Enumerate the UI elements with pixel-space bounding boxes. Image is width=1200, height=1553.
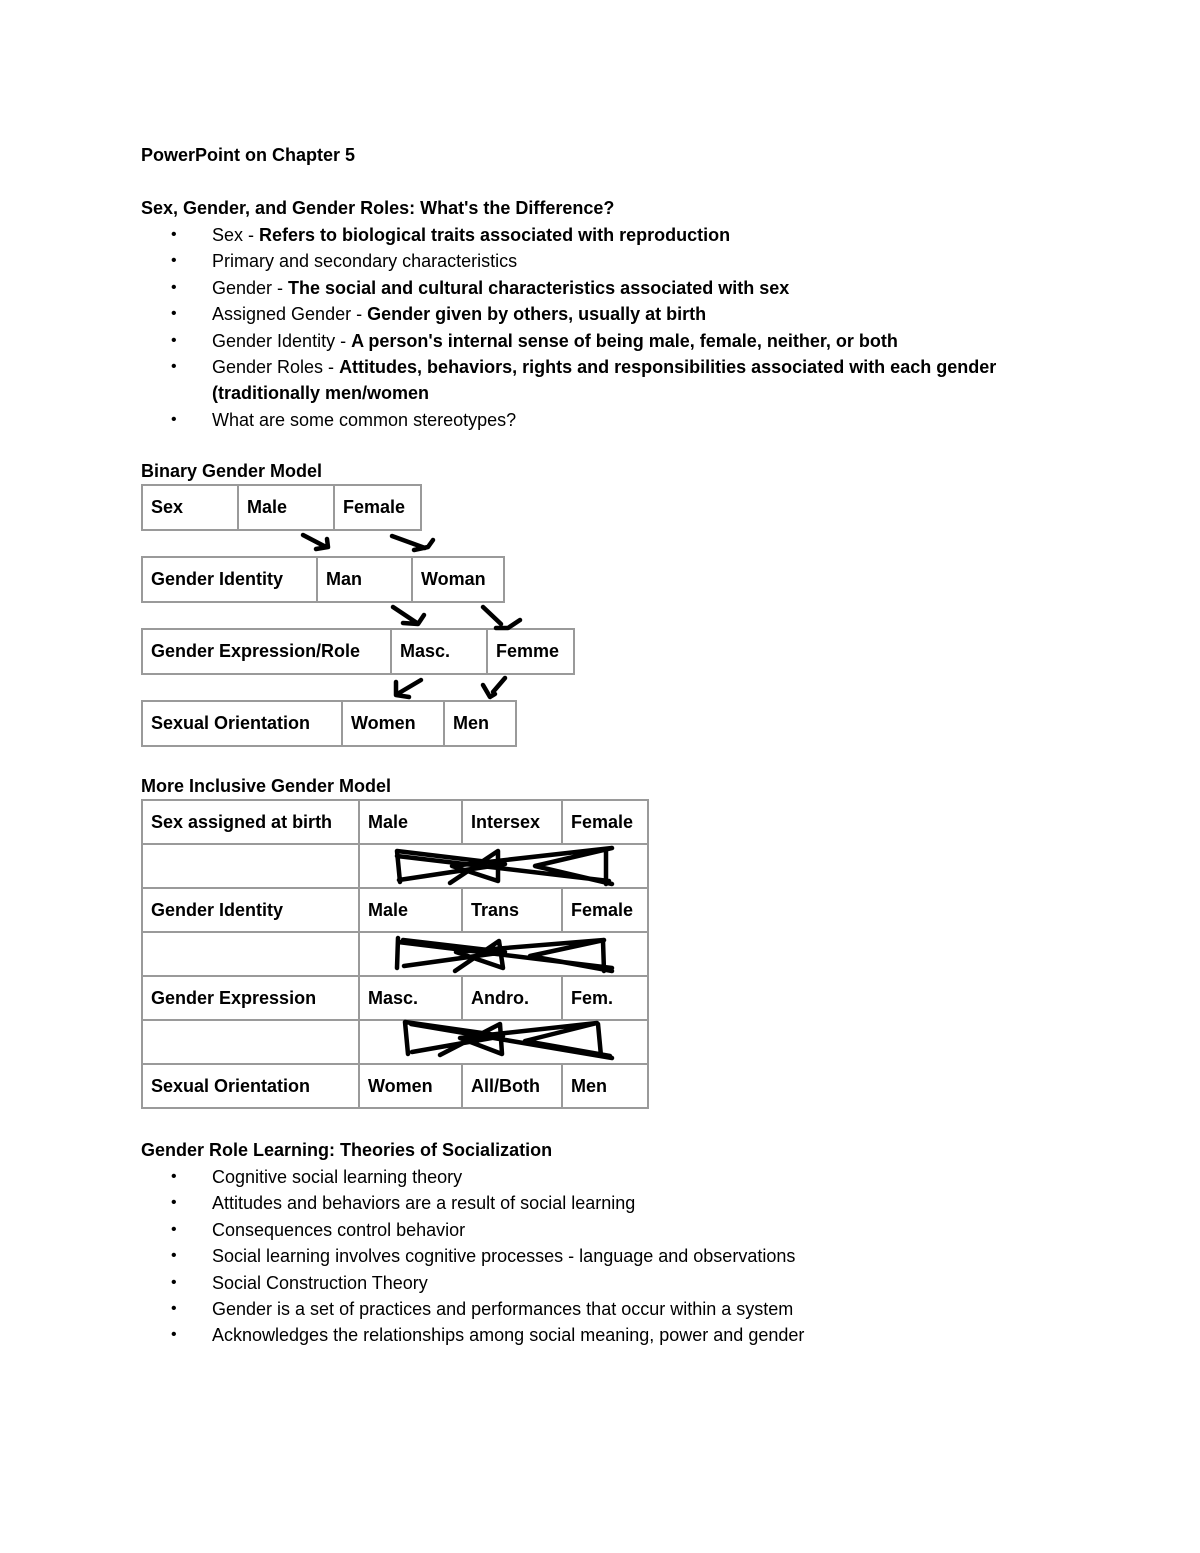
row-label: Sexual Orientation	[142, 1064, 359, 1108]
list-item: • Gender is a set of practices and performances that occur within a system	[141, 1296, 804, 1322]
bullet-icon: •	[171, 1247, 177, 1265]
arrow-icon	[303, 535, 328, 549]
bullet-icon: •	[171, 252, 177, 270]
row-label: Gender Expression/Role	[142, 629, 391, 674]
bullet-icon: •	[171, 358, 177, 376]
row-label: Sexual Orientation	[142, 701, 342, 746]
bullet-icon: •	[171, 410, 177, 428]
socialization-list	[141, 1164, 804, 1349]
bullet-icon: •	[171, 1300, 177, 1318]
table-cell: Masc.	[391, 629, 487, 674]
table-cell: Male	[359, 800, 462, 844]
table-cell: Men	[562, 1064, 648, 1108]
list-item: • Gender Identity - A person's internal sense of being male, female, neither, or both	[141, 328, 996, 354]
list-item: • Social Construction Theory	[141, 1270, 804, 1296]
row-label: Gender Identity	[142, 888, 359, 932]
list-item: • Acknowledges the relationships among social meaning, power and gender	[141, 1322, 804, 1348]
table-cell: Femme	[487, 629, 574, 674]
table-cell: Women	[359, 1064, 462, 1108]
list-item: • Attitudes and behaviors are a result of social learning	[141, 1190, 804, 1216]
list-item: • Sex - Refers to biological traits associated with reproduction	[141, 222, 996, 248]
list-item: • Cognitive social learning theory	[141, 1164, 804, 1190]
table-cell: Intersex	[462, 800, 562, 844]
table-cell: Men	[444, 701, 516, 746]
table-cell: Woman	[412, 557, 504, 602]
inclusive-model-heading: More Inclusive Gender Model	[141, 776, 392, 796]
list-item: • Gender Roles - Attitudes, behaviors, rights and responsibilities associated with each gender (traditionally men/women	[141, 354, 996, 407]
list-item: • Consequences control behavior	[141, 1217, 804, 1243]
table-cell: Male	[238, 485, 334, 530]
table-cell: Man	[317, 557, 412, 602]
table-cell: Male	[359, 888, 462, 932]
arrow-icon	[483, 607, 520, 628]
binary-model-heading: Binary Gender Model	[141, 461, 323, 481]
binary-row-sex	[141, 484, 422, 531]
binary-row-gender-identity	[141, 556, 505, 603]
row-label: Gender Identity	[142, 557, 317, 602]
table-cell: Fem.	[562, 976, 648, 1020]
bullet-icon: •	[171, 331, 177, 349]
bullet-icon: •	[171, 1220, 177, 1238]
list-item: • Assigned Gender - Gender given by others, usually at birth	[141, 301, 996, 327]
bullet-icon: •	[171, 1273, 177, 1291]
table-cell: Female	[334, 485, 421, 530]
document-title: PowerPoint on Chapter 5	[141, 145, 356, 165]
table-cell: Female	[562, 800, 648, 844]
empty-cell	[142, 844, 359, 888]
binary-row-sexual-orientation	[141, 700, 517, 747]
list-item: • Gender - The social and cultural characteristics associated with sex	[141, 275, 996, 301]
table-cell: Women	[342, 701, 444, 746]
bullet-icon: •	[171, 278, 177, 296]
bullet-icon: •	[171, 1194, 177, 1212]
definitions-list	[141, 222, 996, 433]
table-cell: Female	[562, 888, 648, 932]
row-label: Sex	[142, 485, 238, 530]
empty-cell	[142, 932, 359, 976]
bullet-icon: •	[171, 1326, 177, 1344]
list-item: • Social learning involves cognitive processes - language and observations	[141, 1243, 804, 1269]
table-cell: All/Both	[462, 1064, 562, 1108]
arrow-icon	[483, 678, 505, 697]
table-cell: Trans	[462, 888, 562, 932]
bullet-icon: •	[171, 305, 177, 323]
list-item: • Primary and secondary characteristics	[141, 248, 996, 274]
section-heading-sex-gender: Sex, Gender, and Gender Roles: What's the Difference?	[141, 198, 615, 218]
list-item: • What are some common stereotypes?	[141, 407, 996, 433]
bullet-icon: •	[171, 1168, 177, 1185]
arrow-cell	[359, 932, 648, 976]
arrow-icon	[393, 607, 424, 624]
row-label: Gender Expression	[142, 976, 359, 1020]
table-cell: Andro.	[462, 976, 562, 1020]
empty-cell	[142, 1020, 359, 1064]
bullet-icon: •	[171, 226, 177, 243]
arrow-icon	[392, 536, 433, 550]
binary-row-gender-expression	[141, 628, 575, 675]
arrow-icon	[396, 680, 421, 697]
section-heading-socialization: Gender Role Learning: Theories of Socialization	[141, 1140, 553, 1160]
row-label: Sex assigned at birth	[142, 800, 359, 844]
arrow-cell	[359, 844, 648, 888]
arrow-cell	[359, 1020, 648, 1064]
table-cell: Masc.	[359, 976, 462, 1020]
inclusive-model-table	[141, 799, 649, 1109]
